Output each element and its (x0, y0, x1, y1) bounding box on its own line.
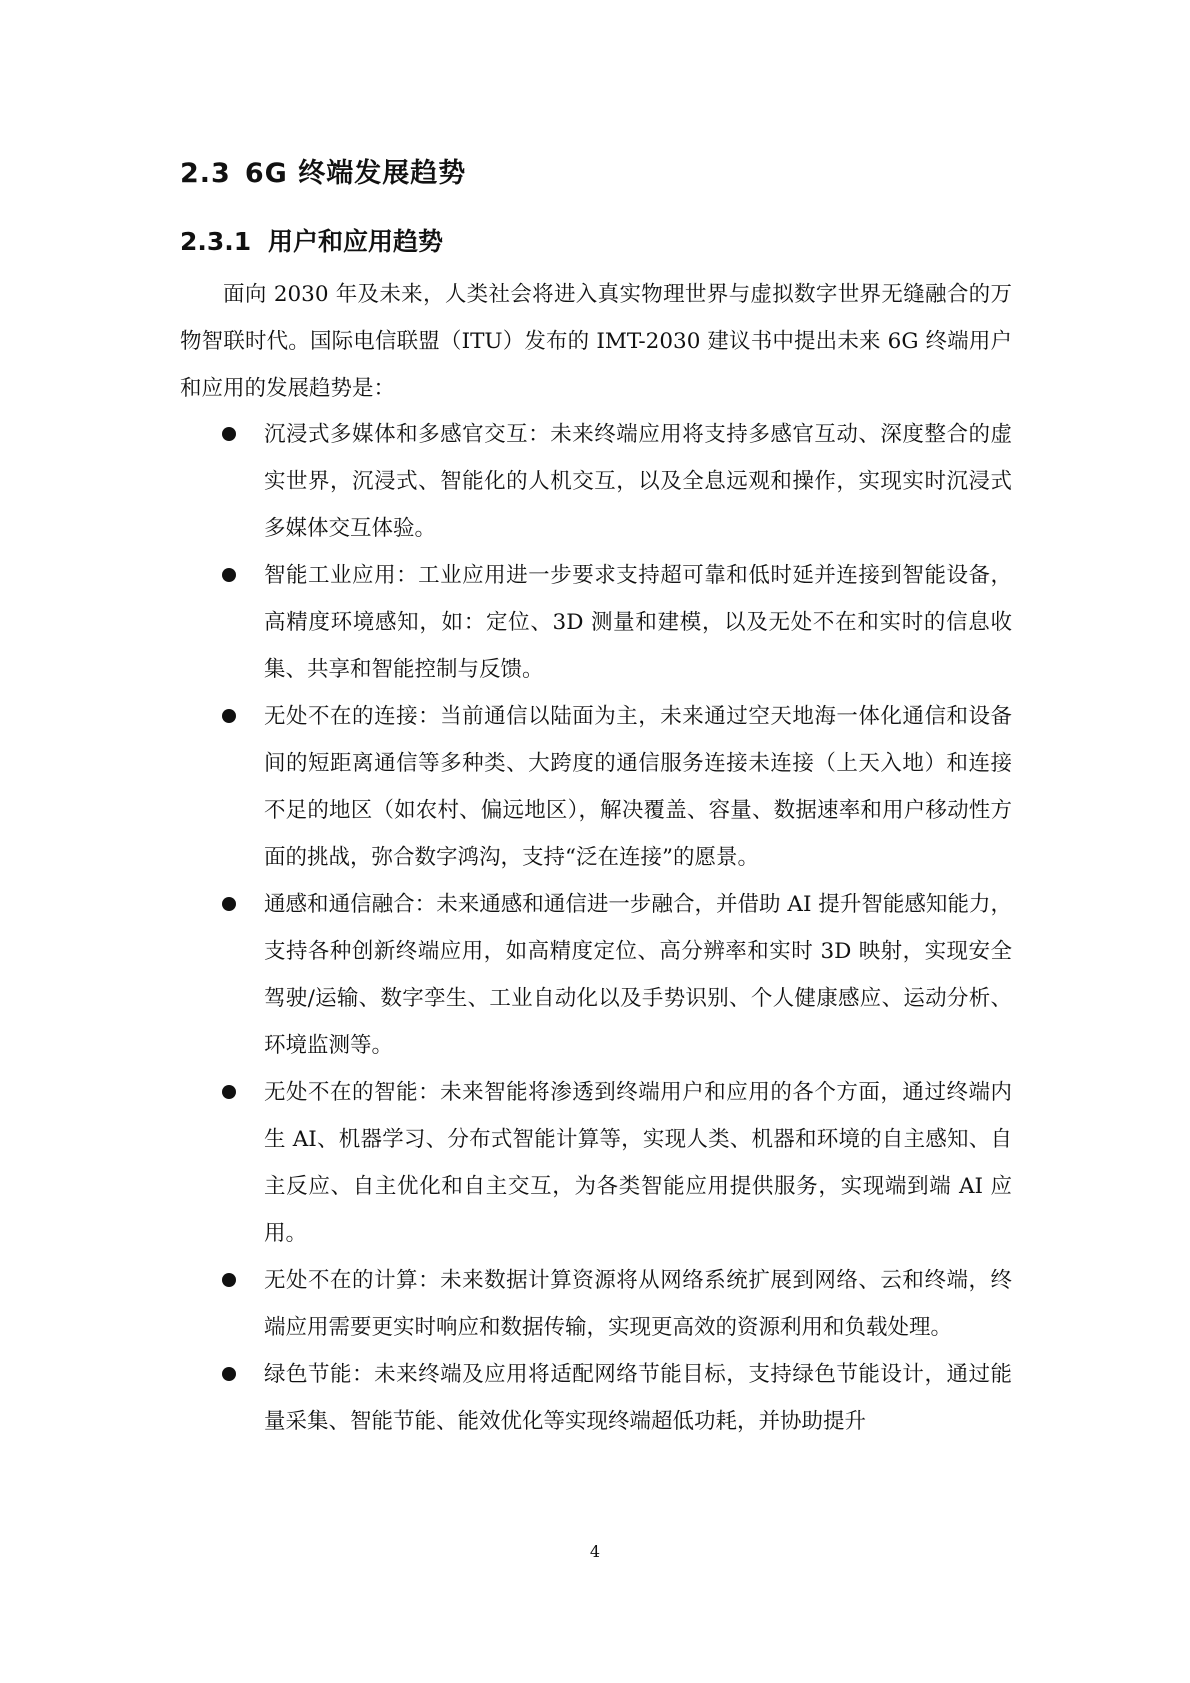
bullet-icon (222, 897, 236, 911)
bullet-icon (222, 1273, 236, 1287)
trend-list (0, 411, 1190, 1445)
intro-paragraph: 面向 2030 年及未来，人类社会将进入真实物理世界与虚拟数字世界无缝融合的万物智联时代。国际电信联盟（ITU）发布的 IMT-2030 建议书中提出未来 6G 终端用户和应用的发展趋势是： (180, 282, 1012, 401)
bullet-icon (222, 427, 236, 441)
bullet-icon (222, 568, 236, 582)
list-item (0, 1257, 1012, 1351)
list-item-text: 通感和通信融合：未来通感和通信进一步融合，并借助 AI 提升智能感知能力，支持各种创新终端应用，如高精度定位、高分辨率和实时 3D 映射，实现安全驾驶/运输、数字孪生、工业自动化以及手势识别、个人健康感应、运动分析、环境监测等。 (264, 892, 1012, 1058)
list-item-text: 无处不在的计算：未来数据计算资源将从网络系统扩展到网络、云和终端，终端应用需要更实时响应和数据传输，实现更高效的资源利用和负载处理。 (264, 1268, 1012, 1340)
list-item-text: 沉浸式多媒体和多感官交互：未来终端应用将支持多感官互动、深度整合的虚实世界，沉浸式、智能化的人机交互，以及全息远观和操作，实现实时沉浸式多媒体交互体验。 (264, 422, 1012, 541)
list-item (0, 881, 1012, 1069)
section-heading (180, 154, 466, 194)
section-number: 2.3 (180, 158, 231, 189)
subsection-heading (180, 222, 443, 262)
bullet-icon (222, 1367, 236, 1381)
list-item (0, 693, 1012, 881)
bullet-icon (222, 709, 236, 723)
list-item (0, 1069, 1012, 1257)
page-number: 4 (589, 1542, 601, 1561)
list-item-text: 无处不在的智能：未来智能将渗透到终端用户和应用的各个方面，通过终端内生 AI、机器学习、分布式智能计算等，实现人类、机器和环境的自主感知、自主反应、自主优化和自主交互，为各类智能应用提供服务，实现端到端 AI 应用。 (264, 1080, 1012, 1246)
section-title: 6G 终端发展趋势 (244, 158, 467, 189)
subsection-number: 2.3.1 (180, 227, 252, 256)
list-item (0, 552, 1012, 693)
list-item (0, 411, 1012, 552)
list-item-text: 无处不在的连接：当前通信以陆面为主，未来通过空天地海一体化通信和设备间的短距离通信等多种类、大跨度的通信服务连接未连接（上天入地）和连接不足的地区（如农村、偏远地区），解决覆盖、容量、数据速率和用户移动性方面的挑战，弥合数字鸿沟，支持“泛在连接”的愿景。 (264, 704, 1012, 870)
bullet-icon (222, 1085, 236, 1099)
list-item (0, 1351, 1012, 1445)
list-item-text: 智能工业应用：工业应用进一步要求支持超可靠和低时延并连接到智能设备，高精度环境感知，如：定位、3D 测量和建模，以及无处不在和实时的信息收集、共享和智能控制与反馈。 (264, 563, 1012, 682)
list-item-text: 绿色节能：未来终端及应用将适配网络节能目标，支持绿色节能设计，通过能量采集、智能节能、能效优化等实现终端超低功耗，并协助提升 (264, 1362, 1012, 1434)
subsection-title: 用户和应用趋势 (268, 227, 444, 256)
